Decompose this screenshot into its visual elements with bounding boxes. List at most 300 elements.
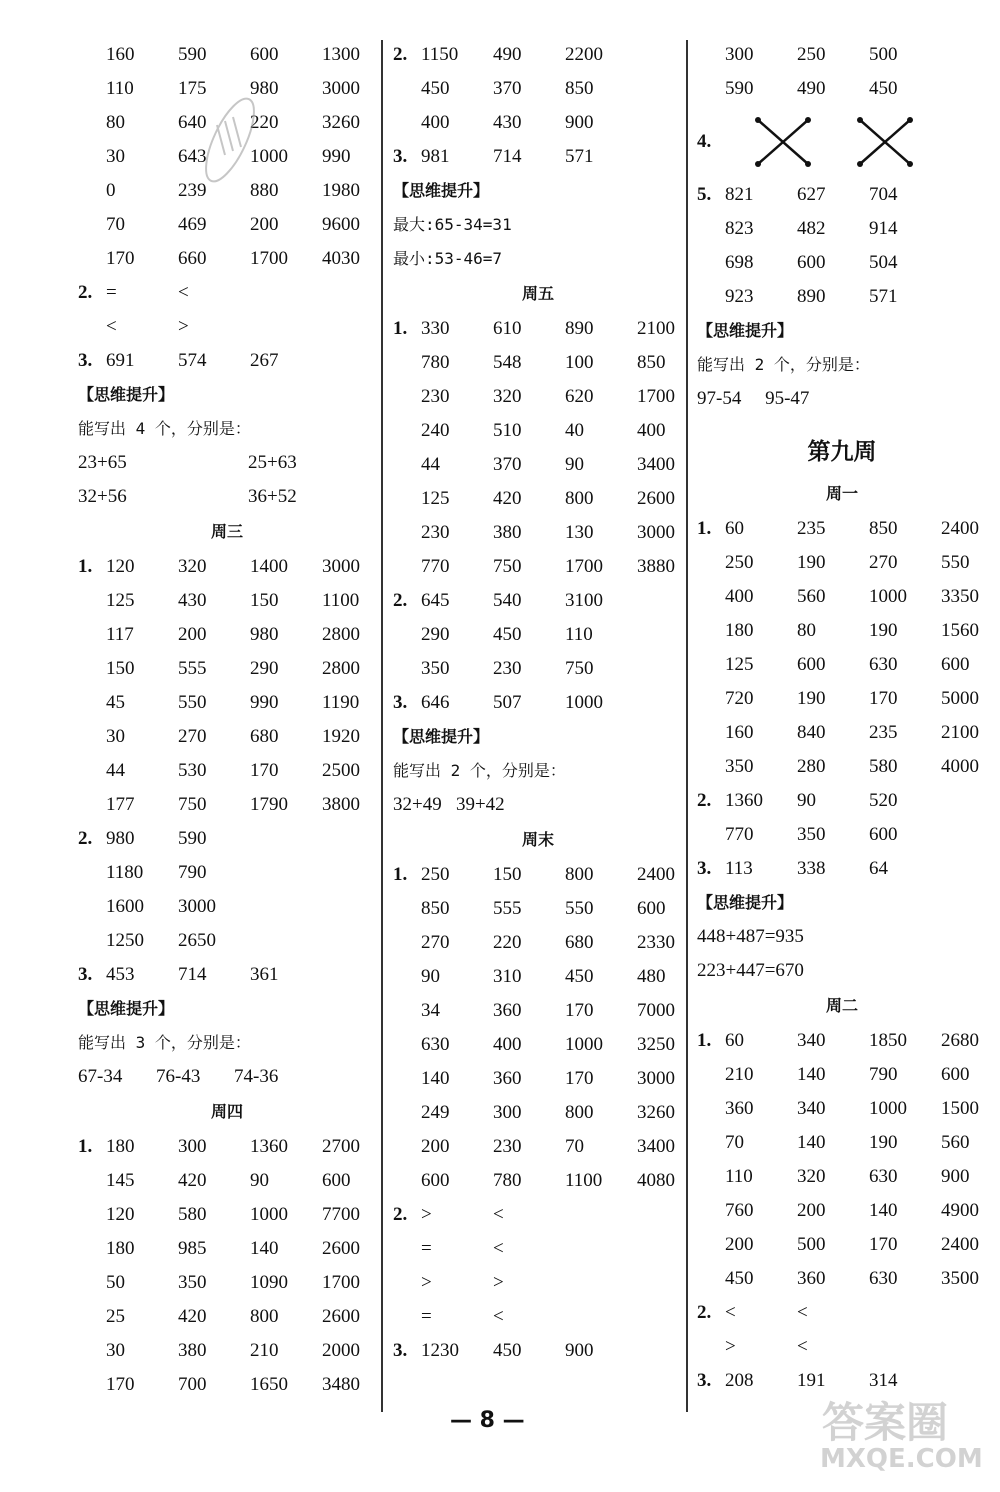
answer-cell: 890 [565,318,594,339]
answer-cell: 90 [250,1170,269,1191]
answer-cell: 600 [941,654,970,675]
question-number [697,580,725,614]
answer-cell: 985 [178,1238,207,1259]
section-heading: 【思维提升】 [78,385,175,404]
question-number [697,212,725,246]
answer-cell: 170 [106,1374,135,1395]
answer-cell: 555 [178,658,207,679]
answer-cell: 125 [421,488,450,509]
question-number [393,414,421,448]
answer-cell: 430 [178,590,207,611]
question-number [393,994,421,1028]
answer-cell: 7700 [322,1204,360,1225]
answer-cell: 361 [250,964,279,985]
answer-cell: 290 [421,624,450,645]
answer-grid [78,822,376,958]
answer-cell: 360 [493,1068,522,1089]
answer-cell: 5000 [941,688,979,709]
answer-cell: 330 [421,318,450,339]
question-number [78,584,106,618]
question-number [78,720,106,754]
answer-cell: 550 [178,692,207,713]
question-number [393,482,421,516]
answer-cell: 210 [725,1064,754,1085]
question-number [78,754,106,788]
answer-cell: 30 [106,726,125,747]
answer-cell: 643 [178,146,207,167]
answer-cell: 380 [493,522,522,543]
answer-text: 能写出 2 个，分别是： [393,761,566,780]
question-number [393,618,421,652]
question-number [393,106,421,140]
answer-cell: 698 [725,252,754,273]
answer-cell: 60 [725,518,744,539]
answer-cell: 340 [797,1098,826,1119]
answer-cell: 80 [106,112,125,133]
answer-cell: 208 [725,1370,754,1391]
question-number [78,1300,106,1334]
answer-cell: 550 [565,898,594,919]
answer-cell: 600 [421,1170,450,1191]
answer-cell: 240 [421,420,450,441]
answer-cell: 190 [797,552,826,573]
answer-grid [393,858,683,1198]
answer-cell: 630 [421,1034,450,1055]
question-number [78,618,106,652]
answer-grid [393,38,683,140]
answer-cell: 630 [869,1166,898,1187]
column-divider-2 [686,40,688,1412]
question-number [78,310,106,344]
day-heading: 周一 [825,484,858,503]
answer-cell: 200 [250,214,279,235]
answer-cell: 420 [178,1306,207,1327]
answer-cell: 980 [250,624,279,645]
question-number [78,1266,106,1300]
answer-cell: 1700 [637,386,675,407]
answer-cell: 4900 [941,1200,979,1221]
answer-cell: 150 [493,864,522,885]
answer-cell: 1360 [250,1136,288,1157]
question-number: 3. [78,964,93,985]
answer-grid [78,344,376,378]
answer-cell: 1650 [250,1374,288,1395]
answer-cell: > [421,1204,432,1225]
answer-cell: 480 [637,966,666,987]
answer-cell: 64 [869,858,888,879]
answer-grid [697,784,987,852]
answer-cell: 590 [725,78,754,99]
answer-cell: 2330 [637,932,675,953]
answer-cell: 530 [178,760,207,781]
week-heading: 第九周 [807,438,877,465]
answer-grid [78,276,376,344]
answer-cell: 25 [106,1306,125,1327]
answer-cell: 180 [106,1136,135,1157]
answer-cell: 44 [421,454,440,475]
watermark-text: 答案圈 [822,1398,949,1447]
answer-cell: 40 [565,420,584,441]
question-number [78,788,106,822]
answer-cell: 580 [178,1204,207,1225]
answer-cell: 3260 [322,112,360,133]
answer-cell: 450 [725,1268,754,1289]
answer-cell: 90 [421,966,440,987]
answer-cell: 4000 [941,756,979,777]
answer-cell: 840 [797,722,826,743]
answer-cell: 680 [250,726,279,747]
answer-grid [78,958,376,992]
question-number [78,924,106,958]
answer-cell: 45 [106,692,125,713]
answer-cell: 300 [493,1102,522,1123]
answer-cell: 160 [106,44,135,65]
answer-grid [393,140,683,174]
answer-cell: 360 [797,1268,826,1289]
answer-cell: 1000 [250,1204,288,1225]
answer-cell: 2000 [322,1340,360,1361]
answer-cell: 3480 [322,1374,360,1395]
answer-cell: 250 [797,44,826,65]
answer-cell: 620 [565,386,594,407]
answer-cell: 520 [869,790,898,811]
answer-cell: 923 [725,286,754,307]
answer-cell: 1300 [322,44,360,65]
answer-cell: 760 [725,1200,754,1221]
answer-cell: 270 [421,932,450,953]
answer-cell: 250 [725,552,754,573]
answer-cell: 130 [565,522,594,543]
answer-cell: 750 [493,556,522,577]
section-heading: 【思维提升】 [78,999,175,1018]
question-number: 2. [393,590,408,611]
question-number [78,140,106,174]
answer-text: 32+49 39+42 [393,794,505,815]
answer-cell: 370 [493,454,522,475]
answer-cell: 1150 [421,44,459,65]
answer-cell: 1790 [250,794,288,815]
answer-cell: 267 [250,350,279,371]
question-number [697,38,725,72]
answer-cell: 200 [725,1234,754,1255]
answer-cell: 550 [941,552,970,573]
answer-cell: 3000 [322,556,360,577]
answer-cell: 170 [869,688,898,709]
question-number: 2. [78,828,93,849]
answer-cell: 600 [869,824,898,845]
answer-cell: 230 [493,658,522,679]
answer-cell: 190 [869,620,898,641]
question-number: 2. [697,1302,712,1323]
answer-cell: 3880 [637,556,675,577]
answer-grid [697,1296,987,1364]
answer-cell: 250 [421,864,450,885]
answer-grid [393,686,683,720]
question-number: 2. [697,790,712,811]
answer-cell: 700 [178,1374,207,1395]
question-number: 2. [78,282,93,303]
answer-cell: 571 [565,146,594,167]
answer-cell: < [178,282,189,303]
answer-cell: 450 [565,966,594,987]
question-number [697,682,725,716]
answer-cell: 2650 [178,930,216,951]
answer-cell: 850 [565,78,594,99]
answer-cell: 600 [322,1170,351,1191]
answer-cell: 140 [797,1132,826,1153]
answer-cell: 175 [178,78,207,99]
answer-cell: 691 [106,350,135,371]
section-heading: 【思维提升】 [393,181,490,200]
question-number: 3. [393,692,408,713]
answer-cell: 800 [565,1102,594,1123]
answer-cell: 338 [797,858,826,879]
answer-cell: 120 [106,1204,135,1225]
answer-cell [250,856,330,890]
answer-grid [393,312,683,584]
answer-cell: 680 [565,932,594,953]
answer-cell: 140 [250,1238,279,1259]
answer-grid [697,512,987,784]
day-heading: 周二 [825,996,858,1015]
question-number: 3. [697,858,712,879]
answer-cell: 4030 [322,248,360,269]
answer-pair-row: 32+56 36+52 [78,486,297,507]
question-number [78,686,106,720]
answer-cell: 350 [725,756,754,777]
answer-cell: 2400 [941,518,979,539]
answer-cell: 239 [178,180,207,201]
answer-cell: 2800 [322,624,360,645]
answer-cell: 110 [565,624,593,645]
section-heading: 【思维提升】 [697,321,794,340]
answer-cell: 70 [565,1136,584,1157]
answer-cell: 90 [797,790,816,811]
answer-cell: 320 [493,386,522,407]
answer-cell: 60 [725,1030,744,1051]
answer-cell: 800 [565,864,594,885]
answer-cell: 430 [493,112,522,133]
answer-cell: 507 [493,692,522,713]
answer-cell: 170 [869,1234,898,1255]
answer-cell: 1250 [106,930,144,951]
answer-cell: 990 [250,692,279,713]
answer-pair-row: 23+65 25+63 [78,452,297,473]
answer-grid [393,584,683,686]
answer-cell: 30 [106,146,125,167]
answer-cell: 2600 [322,1306,360,1327]
answer-cell: 490 [797,78,826,99]
question-number [78,890,106,924]
answer-cell: 380 [178,1340,207,1361]
answer-cell: 450 [493,1340,522,1361]
question-number: 3. [393,146,408,167]
answer-cell: 600 [797,654,826,675]
answer-cell: 350 [421,658,450,679]
question-number [697,716,725,750]
column-divider-1 [381,40,383,1412]
answer-cell: 900 [565,1340,594,1361]
question-number [393,72,421,106]
answer-cell: 800 [250,1306,279,1327]
answer-text: 能写出 2 个，分别是： [697,355,870,374]
question-number [697,1330,725,1364]
answer-cell: 823 [725,218,754,239]
question-number: 1. [697,1030,712,1051]
question-number [697,818,725,852]
answer-cell: 600 [797,252,826,273]
answer-cell: 500 [797,1234,826,1255]
answer-cell: 1100 [322,590,360,611]
answer-cell: = [421,1306,432,1327]
answer-cell: > [725,1336,736,1357]
answer-cell: < [725,1302,736,1323]
answer-cell: 574 [178,350,207,371]
answer-cell: 600 [941,1064,970,1085]
answer-cell: 180 [725,620,754,641]
answer-text: 448+487=935 [697,926,804,947]
answer-cell: 400 [725,586,754,607]
answer-cell: 548 [493,352,522,373]
answer-cell: 780 [421,352,450,373]
answer-cell: 590 [178,828,207,849]
answer-cell: 210 [250,1340,279,1361]
answer-cell: 2600 [637,488,675,509]
question-number [393,1028,421,1062]
answer-cell: 220 [250,112,279,133]
question-number [78,1164,106,1198]
answer-cell [250,276,330,310]
column-1 [78,38,376,1402]
question-number [697,1160,725,1194]
answer-cell: 340 [797,1030,826,1051]
question-number [697,1228,725,1262]
question-number [393,1062,421,1096]
answer-cell: 230 [493,1136,522,1157]
answer-trio-row: 67-34 76-43 74-36 [78,1066,279,1087]
answer-grid [393,1198,683,1334]
answer-cell: 9600 [322,214,360,235]
answer-cell: 3400 [637,1136,675,1157]
question-number [697,750,725,784]
answer-cell: 1180 [106,862,144,883]
section-heading: 【思维提升】 [393,727,490,746]
answer-cell: 469 [178,214,207,235]
answer-text: 最大:65-34=31 [393,215,512,234]
answer-cell: 190 [869,1132,898,1153]
question-number: 3. [697,1370,712,1391]
answer-grid [697,852,987,886]
answer-cell: < [797,1336,808,1357]
watermark-url: MXQE.COM [820,1444,983,1474]
answer-cell: 2800 [322,658,360,679]
question-number [697,1092,725,1126]
question-number: 2. [393,44,408,65]
question-number [697,546,725,580]
answer-cell: 1100 [565,1170,603,1191]
question-number: 1. [78,556,93,577]
answer-cell: 720 [725,688,754,709]
question-number: 1. [393,864,408,885]
answer-cell: 714 [493,146,522,167]
question-number: 1. [78,1136,93,1157]
answer-cell: 704 [869,184,898,205]
answer-cell: 113 [725,858,753,879]
answer-grid [697,178,987,314]
answer-cell: 981 [421,146,450,167]
day-heading: 周四 [210,1102,243,1121]
answer-cell: 980 [250,78,279,99]
answer-cell: 3000 [637,522,675,543]
answer-cell: 140 [869,1200,898,1221]
answer-cell: 1500 [941,1098,979,1119]
answer-cell: 990 [322,146,351,167]
answer-cell: 90 [565,454,584,475]
answer-cell: 235 [797,518,826,539]
answer-cell: > [178,316,189,337]
question-number [393,960,421,994]
answer-cell: 1850 [869,1030,907,1051]
answer-cell: 600 [250,44,279,65]
question-number [697,648,725,682]
answer-cell: 1560 [941,620,979,641]
answer-cell: 714 [178,964,207,985]
question-number [697,1058,725,1092]
answer-cell: 3260 [637,1102,675,1123]
answer-cell: 350 [178,1272,207,1293]
question-number [393,448,421,482]
answer-cell: < [493,1306,504,1327]
answer-cell: 450 [421,78,450,99]
question-number [78,1334,106,1368]
answer-cell: 750 [178,794,207,815]
answer-cell: 900 [941,1166,970,1187]
day-heading: 周五 [521,284,554,303]
answer-cell: 125 [725,654,754,675]
answer-cell: 2400 [637,864,675,885]
answer-cell: 3000 [322,78,360,99]
answer-cell: 7000 [637,1000,675,1021]
answer-cell: 646 [421,692,450,713]
answer-cell: 235 [869,722,898,743]
answer-cell: 160 [725,722,754,743]
answer-cell: 1920 [322,726,360,747]
question-number [697,72,725,106]
answer-grid [393,1334,683,1368]
answer-cell: 1090 [250,1272,288,1293]
answer-text: 最小:53-46=7 [393,249,503,268]
answer-cell: 3350 [941,586,979,607]
answer-cell: 640 [178,112,207,133]
question-number [78,72,106,106]
question-number: 2. [393,1204,408,1225]
answer-cell: 3000 [637,1068,675,1089]
answer-cell: 314 [869,1370,898,1391]
page-number: — 8 — [450,1408,525,1433]
answer-cell: 453 [106,964,135,985]
answer-cell: 2400 [941,1234,979,1255]
answer-cell: 180 [106,1238,135,1259]
answer-cell: 790 [869,1064,898,1085]
answer-cell: 249 [421,1102,450,1123]
answer-cell: 627 [797,184,826,205]
answer-cell: = [421,1238,432,1259]
answer-cell: 270 [869,552,898,573]
answer-cell [869,1330,949,1364]
answer-cell: 4080 [637,1170,675,1191]
question-number [393,380,421,414]
question-number [393,892,421,926]
